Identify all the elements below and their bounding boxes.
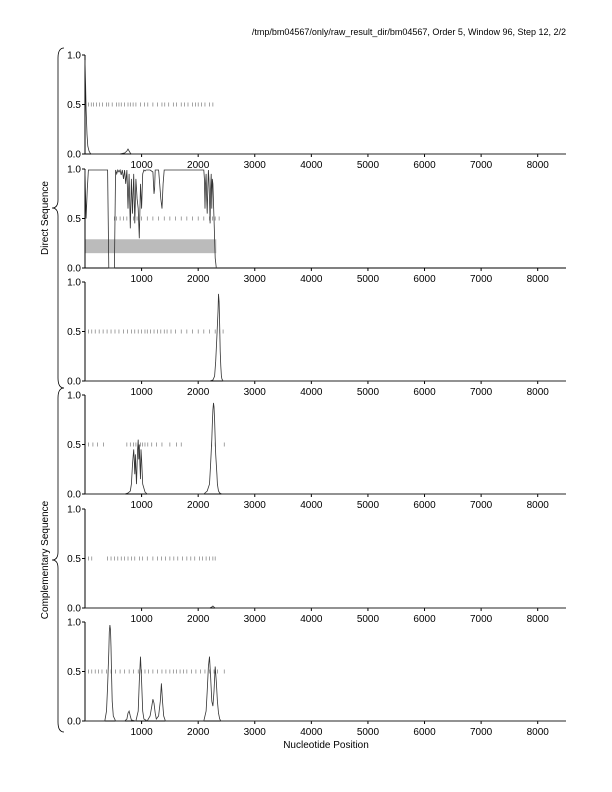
x-tick-label: 6000 (413, 614, 436, 625)
series-line (85, 294, 566, 381)
x-tick-label: 4000 (300, 387, 323, 398)
series-line (85, 403, 566, 494)
x-tick-label: 2000 (187, 160, 210, 171)
x-tick-label: 6000 (413, 500, 436, 511)
panels (67, 51, 566, 739)
direct-group-label: Direct Sequence (40, 181, 51, 255)
x-tick-label: 2000 (187, 614, 210, 625)
series-line (85, 606, 566, 608)
panel-3 (67, 278, 566, 399)
x-tick-label: 3000 (243, 160, 266, 171)
x-tick-label: 5000 (356, 160, 380, 171)
x-tick-label: 1000 (130, 727, 153, 738)
x-tick-label: 5000 (356, 614, 380, 625)
x-tick-label: 7000 (469, 500, 493, 511)
y-tick-label: 1.0 (67, 504, 81, 516)
x-tick-label: 8000 (526, 614, 549, 625)
y-tick-label: 1.0 (67, 617, 81, 629)
y-tick-label: 0.0 (67, 716, 81, 728)
complementary-group-brace (52, 388, 64, 732)
x-tick-label: 8000 (526, 727, 549, 738)
x-tick-label: 8000 (526, 500, 549, 511)
panel-5 (67, 505, 566, 626)
x-tick-label: 3000 (243, 274, 266, 285)
y-tick-label: 1.0 (67, 50, 81, 62)
x-tick-label: 7000 (469, 727, 493, 738)
x-tick-label: 4000 (300, 160, 323, 171)
x-tick-label: 2000 (187, 274, 210, 285)
panel-2 (67, 165, 566, 286)
y-tick-label: 0.0 (67, 263, 81, 275)
y-tick-label: 0.0 (67, 603, 81, 615)
x-tick-label: 3000 (243, 387, 266, 398)
y-tick-label: 0.5 (67, 100, 81, 111)
x-tick-label: 4000 (300, 500, 323, 511)
x-tick-label: 6000 (413, 160, 436, 171)
x-tick-label: 3000 (243, 614, 266, 625)
x-tick-label: 3000 (243, 727, 266, 738)
x-tick-label: 7000 (469, 614, 493, 625)
y-tick-label: 1.0 (67, 277, 81, 289)
x-tick-label: 2000 (187, 387, 210, 398)
x-tick-label: 1000 (130, 274, 153, 285)
shaded-region (85, 239, 216, 253)
x-tick-label: 2000 (187, 727, 210, 738)
x-tick-label: 4000 (300, 727, 323, 738)
panel-4 (67, 391, 566, 512)
y-tick-label: 1.0 (67, 164, 81, 176)
x-tick-label: 1000 (130, 614, 153, 625)
y-tick-label: 0.0 (67, 489, 81, 501)
panel-1 (67, 51, 566, 172)
x-tick-label: 8000 (526, 274, 549, 285)
x-tick-label: 8000 (526, 160, 549, 171)
x-tick-label: 8000 (526, 387, 549, 398)
x-tick-label: 1000 (130, 500, 153, 511)
series-line (85, 60, 566, 154)
x-tick-label: 7000 (469, 160, 493, 171)
complementary-group-label: Complementary Sequence (40, 500, 51, 620)
x-tick-label: 2000 (187, 500, 210, 511)
direct-group-brace (52, 48, 64, 388)
x-tick-label: 4000 (300, 274, 323, 285)
x-tick-label: 5000 (356, 387, 380, 398)
y-tick-label: 0.5 (67, 667, 81, 678)
x-tick-label: 4000 (300, 614, 323, 625)
x-axis-label: Nucleotide Position (283, 740, 369, 751)
y-tick-label: 0.5 (67, 327, 81, 338)
chart-title: /tmp/bm04567/only/raw_result_dir/bm04567, Order 5, Window 96, Step 12, 2/2 (251, 27, 566, 37)
y-tick-label: 0.5 (67, 214, 81, 225)
x-tick-label: 5000 (356, 727, 380, 738)
x-tick-label: 6000 (413, 274, 436, 285)
x-tick-label: 6000 (413, 387, 436, 398)
x-tick-label: 5000 (356, 500, 380, 511)
x-tick-label: 7000 (469, 274, 493, 285)
x-tick-label: 6000 (413, 727, 436, 738)
x-tick-label: 3000 (243, 500, 266, 511)
x-tick-label: 5000 (356, 274, 380, 285)
x-tick-label: 1000 (130, 387, 153, 398)
y-tick-label: 1.0 (67, 390, 81, 402)
panel-6 (67, 618, 566, 739)
y-tick-label: 0.0 (67, 149, 81, 161)
y-tick-label: 0.5 (67, 554, 81, 565)
series-line (85, 170, 216, 268)
y-tick-label: 0.5 (67, 440, 81, 451)
y-tick-label: 0.0 (67, 376, 81, 388)
x-tick-label: 1000 (130, 160, 153, 171)
x-tick-label: 7000 (469, 387, 493, 398)
